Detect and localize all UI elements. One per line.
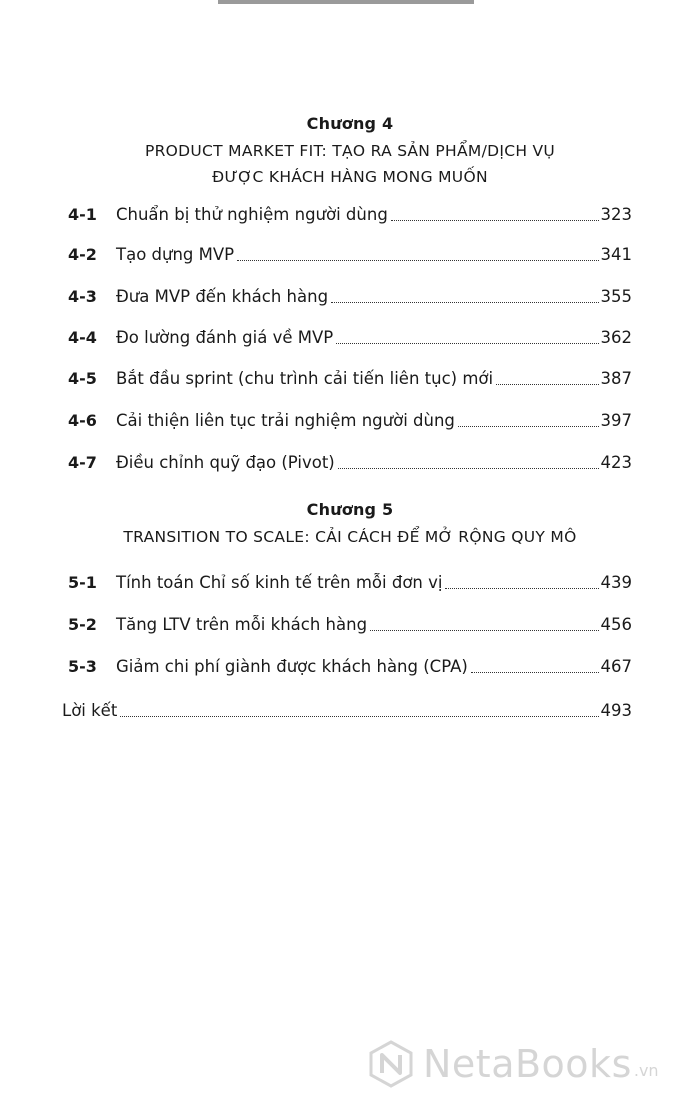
dot-leader: [471, 672, 599, 673]
entry-number: 4-3: [68, 287, 97, 306]
entry-number: 5-1: [68, 573, 97, 592]
chapter-label: Chương 5: [306, 500, 394, 519]
toc-entry[interactable]: [68, 610, 632, 636]
chapter-label: Chương 4: [306, 114, 394, 133]
entry-page-number: 323: [600, 205, 632, 224]
entry-title: Đưa MVP đến khách hàng: [116, 287, 329, 306]
entry-number: 4-5: [68, 369, 97, 388]
toc-entry[interactable]: [68, 448, 632, 474]
chapter-title-line: ĐƯỢC KHÁCH HÀNG MONG MUỐN: [212, 168, 488, 186]
toc-entry[interactable]: [68, 364, 632, 390]
entry-page-number: 341: [600, 245, 632, 264]
toc-entry[interactable]: [68, 282, 632, 308]
dot-leader: [496, 384, 598, 385]
top-rule: [218, 0, 474, 4]
dot-leader: [120, 716, 598, 717]
toc-entry[interactable]: [68, 200, 632, 226]
chapter-4-heading: [0, 114, 700, 190]
entry-number: 4-2: [68, 245, 97, 264]
toc-entry[interactable]: [68, 240, 632, 266]
entry-title: Đo lường đánh giá về MVP: [116, 328, 334, 347]
entry-page-number: 397: [600, 411, 632, 430]
entry-page-number: 467: [600, 657, 632, 676]
entry-title: Điều chỉnh quỹ đạo (Pivot): [116, 453, 335, 472]
entry-page-number: 423: [600, 453, 632, 472]
dot-leader: [458, 426, 599, 427]
toc-entry-afterword[interactable]: [62, 696, 632, 722]
entry-page-number: 355: [600, 287, 632, 306]
entry-number: 4-7: [68, 453, 97, 472]
dot-leader: [338, 468, 599, 469]
entry-number: 4-4: [68, 328, 97, 347]
entry-page-number: 493: [600, 701, 632, 720]
dot-leader: [445, 588, 598, 589]
dot-leader: [391, 220, 599, 221]
entry-title: Tạo dựng MVP: [116, 245, 235, 264]
dot-leader: [370, 630, 598, 631]
entry-page-number: 439: [600, 573, 632, 592]
watermark-suffix: .vn: [633, 1061, 659, 1080]
entry-number: 4-6: [68, 411, 97, 430]
entry-title: Cải thiện liên tục trải nghiệm người dùng: [116, 411, 455, 430]
entry-title: Bắt đầu sprint (chu trình cải tiến liên tục) mới: [116, 369, 494, 388]
entry-title: Giảm chi phí giành được khách hàng (CPA): [116, 657, 468, 676]
chapter-title-line: TRANSITION TO SCALE: CẢI CÁCH ĐỂ MỞ RỘNG QUY MÔ: [123, 528, 577, 546]
toc-entry[interactable]: [68, 323, 632, 349]
chapter-title-line: PRODUCT MARKET FIT: TẠO RA SẢN PHẨM/DỊCH VỤ: [144, 142, 556, 160]
toc-entry[interactable]: [68, 568, 632, 594]
netabooks-logo-icon: [367, 1040, 415, 1088]
entry-number: 5-2: [68, 615, 97, 634]
dot-leader: [331, 302, 598, 303]
entry-title: Chuẩn bị thử nghiệm người dùng: [116, 205, 388, 224]
entry-title: Tính toán Chỉ số kinh tế trên mỗi đơn vị: [116, 573, 443, 592]
entry-title: Tăng LTV trên mỗi khách hàng: [116, 615, 368, 634]
dot-leader: [237, 260, 598, 261]
entry-title: Lời kết: [62, 701, 118, 720]
entry-number: 5-3: [68, 657, 97, 676]
entry-page-number: 387: [600, 369, 632, 388]
chapter-5-heading: [0, 500, 700, 550]
entry-page-number: 456: [600, 615, 632, 634]
entry-page-number: 362: [600, 328, 632, 347]
netabooks-watermark: [367, 1036, 659, 1092]
toc-entry[interactable]: [68, 652, 632, 678]
watermark-brand: NetaBooks: [423, 1042, 632, 1086]
dot-leader: [336, 343, 598, 344]
entry-number: 4-1: [68, 205, 97, 224]
toc-entry[interactable]: [68, 406, 632, 432]
